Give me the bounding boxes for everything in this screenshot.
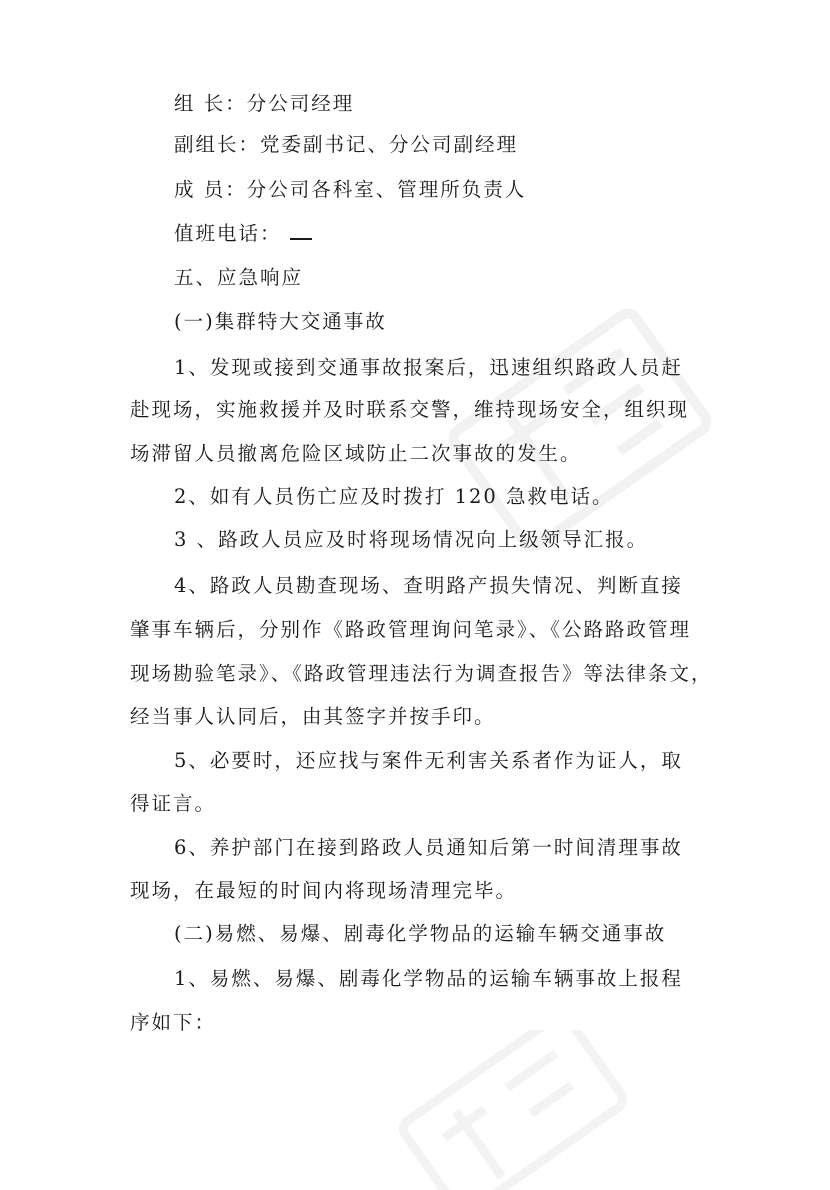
paragraph-line: 5、必要时，还应找与案件无利害关系者作为证人，取 (174, 749, 683, 772)
section-heading: 五、应急响应 (174, 266, 304, 289)
duty-phone-line (174, 222, 312, 246)
subsection-heading-1: (一)集群特大交通事故 (174, 310, 387, 333)
paragraph-line: 6、养护部门在接到路政人员通知后第一时间清理事故 (174, 836, 683, 859)
team-leader-line: 组 长：分公司经理 (174, 92, 355, 115)
paragraph-line: 得证言。 (130, 792, 217, 815)
subsection-heading-2: (二)易燃、易爆、剧毒化学物品的运输车辆交通事故 (174, 922, 667, 945)
paragraph-line: 经当事人认同后，由其签字并按手印。 (130, 705, 496, 728)
paragraph-line: 赴现场，实施救援并及时联系交警，维持现场安全，组织现 (130, 398, 690, 421)
paragraph-line: 现场勘验笔录》、《路政管理违法行为调查报告》等法律条文， (130, 662, 713, 685)
paragraph-line: 3 、路政人员应及时将现场情况向上级领导汇报。 (174, 528, 649, 551)
paragraph-line: 2、如有人员伤亡应及时拨打 120 急救电话。 (174, 485, 614, 508)
paragraph-line: 现场，在最短的时间内将现场清理完毕。 (130, 879, 518, 902)
members-line: 成 员：分公司各科室、管理所负责人 (174, 178, 527, 201)
watermark-logo (430, 300, 730, 560)
watermark-logo-bottom (380, 1030, 640, 1190)
paragraph-line: 序如下： (130, 1011, 217, 1034)
deputy-leader-line: 副组长：党委副书记、分公司副经理 (174, 133, 519, 156)
duty-phone-label: 值班电话： (174, 222, 282, 245)
paragraph-line: 1、易燃、易爆、剧毒化学物品的运输车辆事故上报程 (174, 967, 683, 990)
paragraph-line: 1、发现或接到交通事故报案后，迅速组织路政人员赶 (174, 356, 683, 379)
paragraph-line: 4、路政人员勘查现场、查明路产损失情况、判断直接 (174, 574, 683, 597)
paragraph-line: 场滞留人员撤离危险区域防止二次事故的发生。 (130, 442, 582, 465)
paragraph-line: 肇事车辆后，分别作《路政管理询问笔录》、《公路路政管理 (130, 618, 692, 641)
duty-phone-blank (290, 224, 312, 240)
